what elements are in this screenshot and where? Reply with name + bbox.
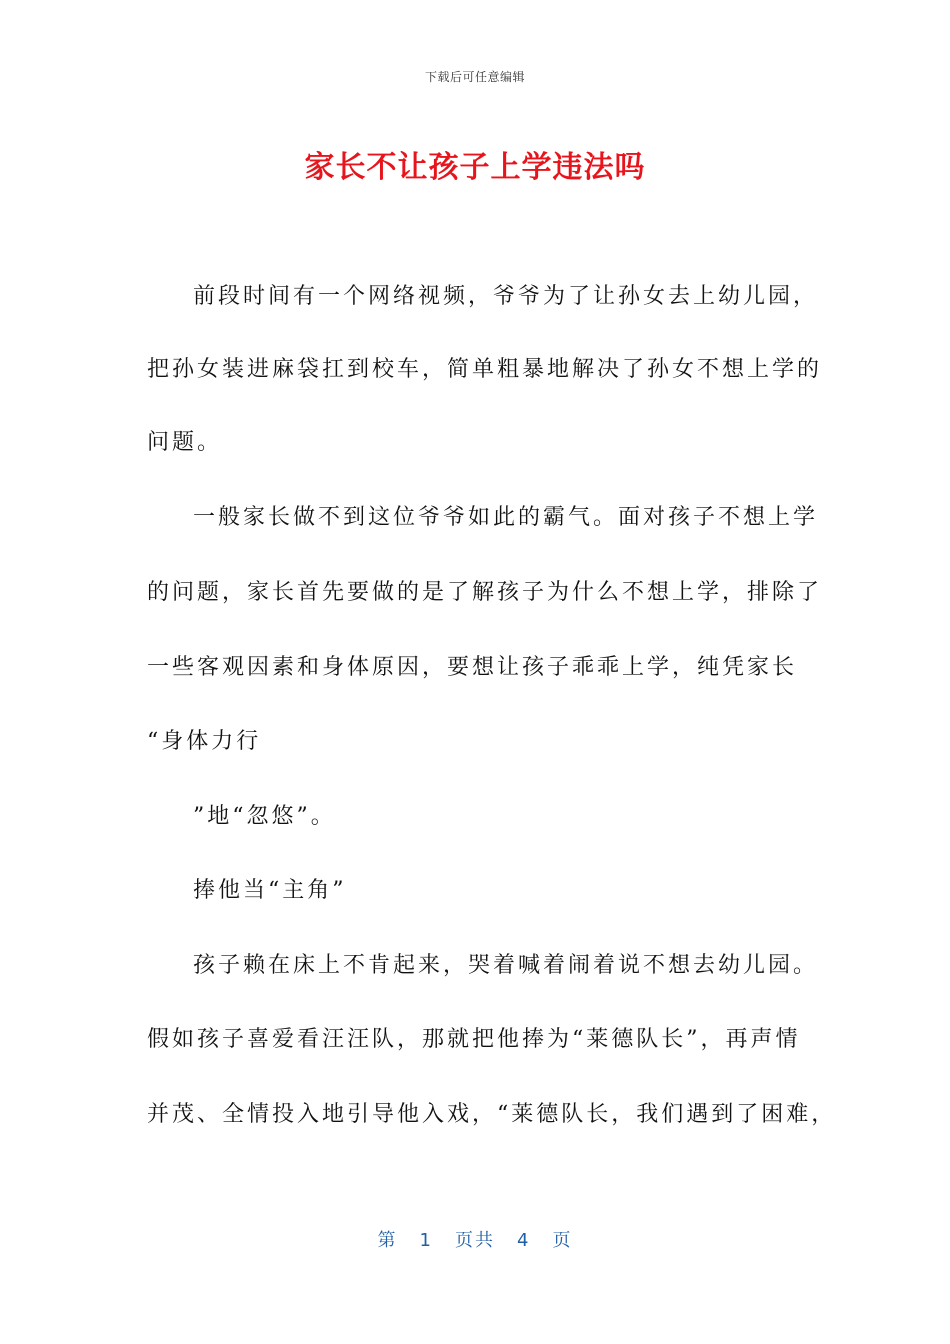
current-page-number: 1 bbox=[419, 1230, 433, 1251]
paragraph-line: ”地“忽悠”。 bbox=[193, 804, 336, 829]
paragraph-line: 把孙女装进麻袋扛到校车，简单粗暴地解决了孙女不想上学的 bbox=[147, 357, 823, 382]
paragraph-line: 的问题，家长首先要做的是了解孩子为什么不想上学，排除了 bbox=[147, 580, 823, 605]
paragraph-line: 一些客观因素和身体原因，要想让孩子乖乖上学，纯凭家长 bbox=[147, 655, 798, 680]
footer-suffix: 页 bbox=[552, 1230, 573, 1251]
paragraph-line: 一般家长做不到这位爷爷如此的霸气。面对孩子不想上学 bbox=[193, 505, 819, 530]
total-pages-number: 4 bbox=[517, 1230, 531, 1251]
footer-prefix: 第 bbox=[377, 1230, 398, 1251]
paragraph-line: 假如孩子喜爱看汪汪队，那就把他捧为“莱德队长”，再声情 bbox=[147, 1027, 801, 1052]
paragraph-line: 孩子赖在床上不肯起来，哭着喊着闹着说不想去幼儿园。 bbox=[193, 953, 819, 978]
section-heading: 捧他当“主角” bbox=[193, 878, 347, 903]
document-title: 家长不让孩子上学违法吗 bbox=[304, 150, 646, 185]
paragraph-line: 前段时间有一个网络视频，爷爷为了让孙女去上幼儿园， bbox=[193, 284, 819, 309]
paragraph-line: 并茂、全情投入地引导他入戏，“莱德队长，我们遇到了困难， bbox=[147, 1102, 837, 1127]
footer-middle: 页共 bbox=[455, 1230, 495, 1251]
paragraph-line: 问题。 bbox=[147, 430, 223, 455]
header-note: 下载后可任意编辑 bbox=[424, 70, 525, 84]
page-footer bbox=[0, 1226, 950, 1252]
paragraph-line: “身体力行 bbox=[147, 729, 262, 754]
